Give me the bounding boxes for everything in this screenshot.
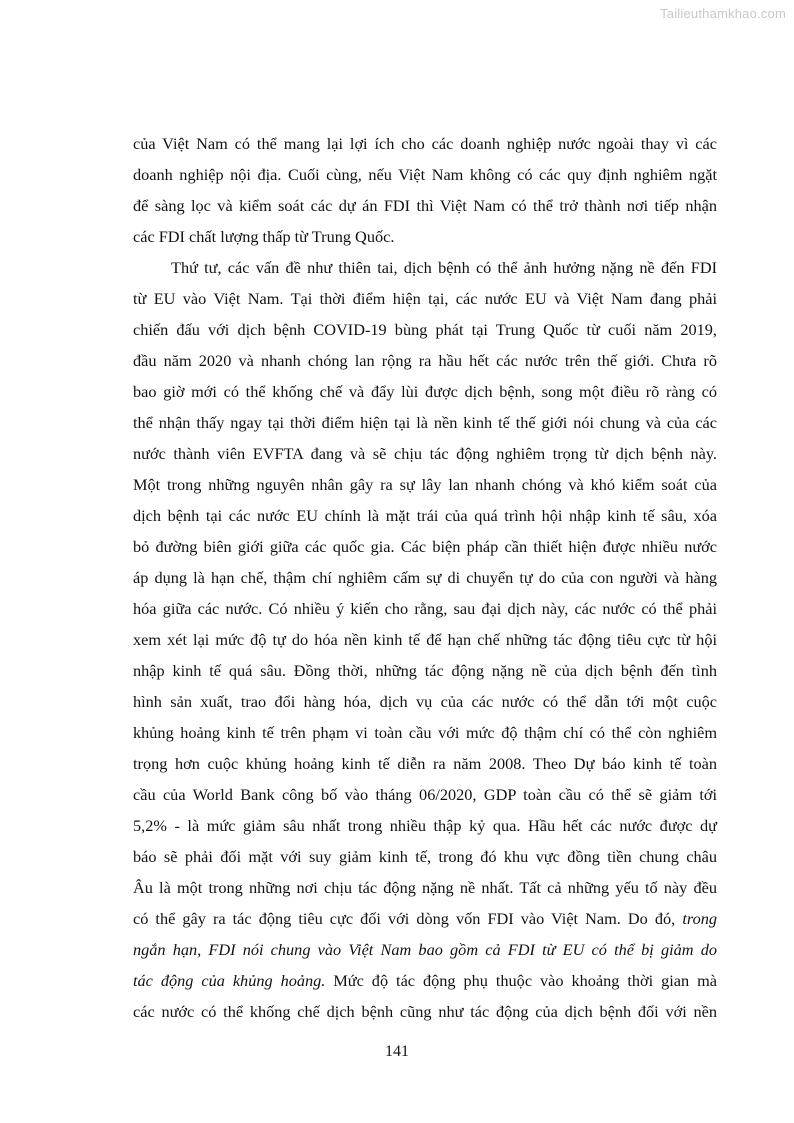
text-line: các nước có thể khống chế dịch bệnh cũng như tác động của dịch bệnh đối với nền xyxy=(133,1002,717,1021)
text-line: của Việt Nam có thể mang lại lợi ích cho các doanh nghiệp nước ngoài thay vì các xyxy=(133,134,717,153)
text-line: Thứ tư, các vấn đề như thiên tai, dịch bệnh có thể ảnh hưởng nặng nề đến FDI xyxy=(171,258,717,277)
text-segment: Mức độ tác động phụ thuộc vào khoảng thời gian mà xyxy=(325,971,717,990)
paragraph-2 xyxy=(133,252,717,1027)
text-line: các FDI chất lượng thấp từ Trung Quốc. xyxy=(133,227,395,246)
text-line: hóa giữa các nước. Có nhiều ý kiến cho rằng, sau đại dịch này, các nước có thể phải xyxy=(133,599,717,618)
text-line: trọng hơn cuộc khủng hoảng kinh tế diễn ra năm 2008. Theo Dự báo kinh tế toàn xyxy=(133,754,717,773)
text-line: Âu là một trong những nơi chịu tác động nặng nề nhất. Tất cả những yếu tố này đều xyxy=(133,878,717,897)
text-segment: có thể gây ra tác động tiêu cực đối với dòng vốn FDI vào Việt Nam. Do đó, xyxy=(133,909,683,928)
emphasis-text: tác động của khủng hoảng. xyxy=(133,971,326,990)
watermark: Tailieuthamkhao.com xyxy=(660,6,786,21)
text-line: doanh nghiệp nội địa. Cuối cùng, nếu Việt Nam không có các quy định nghiêm ngặt xyxy=(133,165,717,184)
text-line xyxy=(133,965,717,996)
text-line: cầu của World Bank công bố vào tháng 06/2020, GDP toàn cầu có thể sẽ giảm tới xyxy=(133,785,717,804)
text-line: báo sẽ phải đối mặt với suy giảm kinh tế, trong đó khu vực đồng tiền chung châu xyxy=(133,847,717,866)
text-line: đầu năm 2020 và nhanh chóng lan rộng ra hầu hết các nước trên thế giới. Chưa rõ xyxy=(133,351,717,370)
text-line: xem xét lại mức độ tự do hóa nền kinh tế để hạn chế những tác động tiêu cực từ hội xyxy=(133,630,717,649)
paragraph-1 xyxy=(133,128,717,252)
text-line: 5,2% - là mức giảm sâu nhất trong nhiều thập kỷ qua. Hầu hết các nước được dự xyxy=(133,816,717,835)
page-number: 141 xyxy=(385,1043,409,1060)
text-line: hình sản xuất, trao đổi hàng hóa, dịch vụ của các nước có thể dẫn tới một cuộc xyxy=(133,692,717,711)
text-line: bỏ đường biên giới giữa các quốc gia. Các biện pháp cần thiết hiện được nhiều nước xyxy=(133,537,717,556)
text-line: Một trong những nguyên nhân gây ra sự lây lan nhanh chóng và khó kiểm soát của xyxy=(133,475,717,494)
page-body xyxy=(133,128,717,1027)
text-line: từ EU vào Việt Nam. Tại thời điểm hiện tại, các nước EU và Việt Nam đang phải xyxy=(133,289,717,308)
emphasis-text: trong xyxy=(682,909,717,928)
text-line: áp dụng là hạn chế, thậm chí nghiêm cấm sự di chuyển tự do của con người và hàng xyxy=(133,568,717,587)
text-line: bao giờ mới có thể khống chế và đẩy lùi được dịch bệnh, song một điều rõ ràng có xyxy=(133,382,717,401)
text-line: khủng hoảng kinh tế trên phạm vi toàn cầu với mức độ thậm chí có thể còn nghiêm xyxy=(133,723,717,742)
text-line: thể nhận thấy ngay tại thời điểm hiện tại là nền kinh tế thế giới nói chung và của các xyxy=(133,413,717,432)
text-line: dịch bệnh tại các nước EU chính là mặt trái của quá trình hội nhập kinh tế sâu, xóa xyxy=(133,506,717,525)
text-line: nhập kinh tế quá sâu. Đồng thời, những tác động nặng nề của dịch bệnh đến tình xyxy=(133,661,717,680)
text-line: chiến đấu với dịch bệnh COVID-19 bùng phát tại Trung Quốc từ cuối năm 2019, xyxy=(133,320,717,339)
text-line: nước thành viên EVFTA đang và sẽ chịu tác động nghiêm trọng từ dịch bệnh này. xyxy=(133,444,717,463)
emphasis-line: ngắn hạn, FDI nói chung vào Việt Nam bao gồm cả FDI từ EU có thể bị giảm do xyxy=(133,940,717,959)
text-line: để sàng lọc và kiểm soát các dự án FDI thì Việt Nam có thể trở thành nơi tiếp nhận xyxy=(133,196,717,215)
text-line xyxy=(133,903,717,934)
